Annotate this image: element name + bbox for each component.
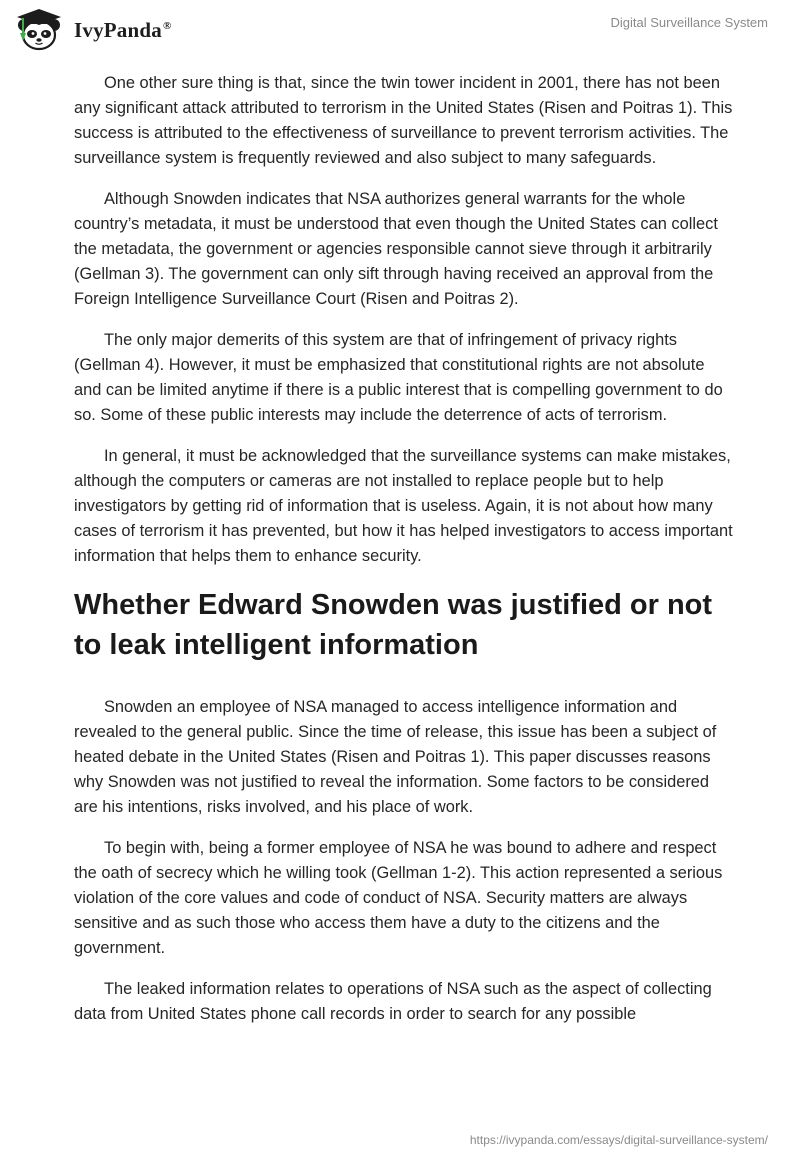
section-heading: Whether Edward Snowden was justified or not to leak intelligent information [74,589,713,661]
brand-name: IvyPanda® [74,17,172,42]
paragraph: In general, it must be acknowledged that the surveillance systems can make mistakes, although the computers or cameras are not installed to replace people but to help investigators by getting rid of information that is useless. Again, it is not about how many cases of terrorism it has prevented, but how it has helped investigators to access important information that helps them to enhance security. [74,447,733,565]
panda-graduate-icon [14,8,68,52]
article-body [74,71,734,1043]
paragraph: Snowden an employee of NSA managed to access intelligence information and revealed to the general public. Since the time of release, this issue has been a subject of heated debate in the United States (Risen and Poitras 1). This paper discusses reasons why Snowden was not justified to reveal the information. Some factors to be considered are his intentions, risks involved, and his place of work. [74,698,717,816]
paragraph: The only major demerits of this system are that of infringement of privacy rights (Gellman 4). However, it must be emphasized that constitutional rights are not absolute and can be limited anytime if there is a public interest that is compelling government to do so. Some of these public interests may include the deterrence of acts of terrorism. [74,331,723,424]
ivypanda-logo[interactable] [14,8,171,52]
paragraph: Although Snowden indicates that NSA authorizes general warrants for the whole country’s metadata, it must be understood that even though the United States can collect the metadata, the government or agencies responsible cannot sieve through it arbitrarily (Gellman 3). The government can only sift through having received an approval from the Foreign Intelligence Surveillance Court (Risen and Poitras 2). [74,190,718,308]
paragraph: To begin with, being a former employee of NSA he was bound to adhere and respect the oath of secrecy which he willing took (Gellman 1-2). This action represented a serious violation of the core values and code of conduct of NSA. Security matters are always sensitive and as such those who access them have a duty to the citizens and the government. [74,839,723,957]
paragraph: The leaked information relates to operations of NSA such as the aspect of collecting data from United States phone call records in order to search for any possible [74,980,712,1023]
paragraph: One other sure thing is that, since the twin tower incident in 2001, there has not been any significant attack attributed to terrorism in the United States (Risen and Poitras 1). This success is attributed to the effectiveness of surveillance to prevent terrorism activities. The surveillance system is frequently reviewed and also subject to many safeguards. [74,74,733,167]
document-title: Digital Surveillance System [610,15,768,30]
source-url[interactable]: https://ivypanda.com/essays/digital-surveillance-system/ [469,1133,768,1147]
